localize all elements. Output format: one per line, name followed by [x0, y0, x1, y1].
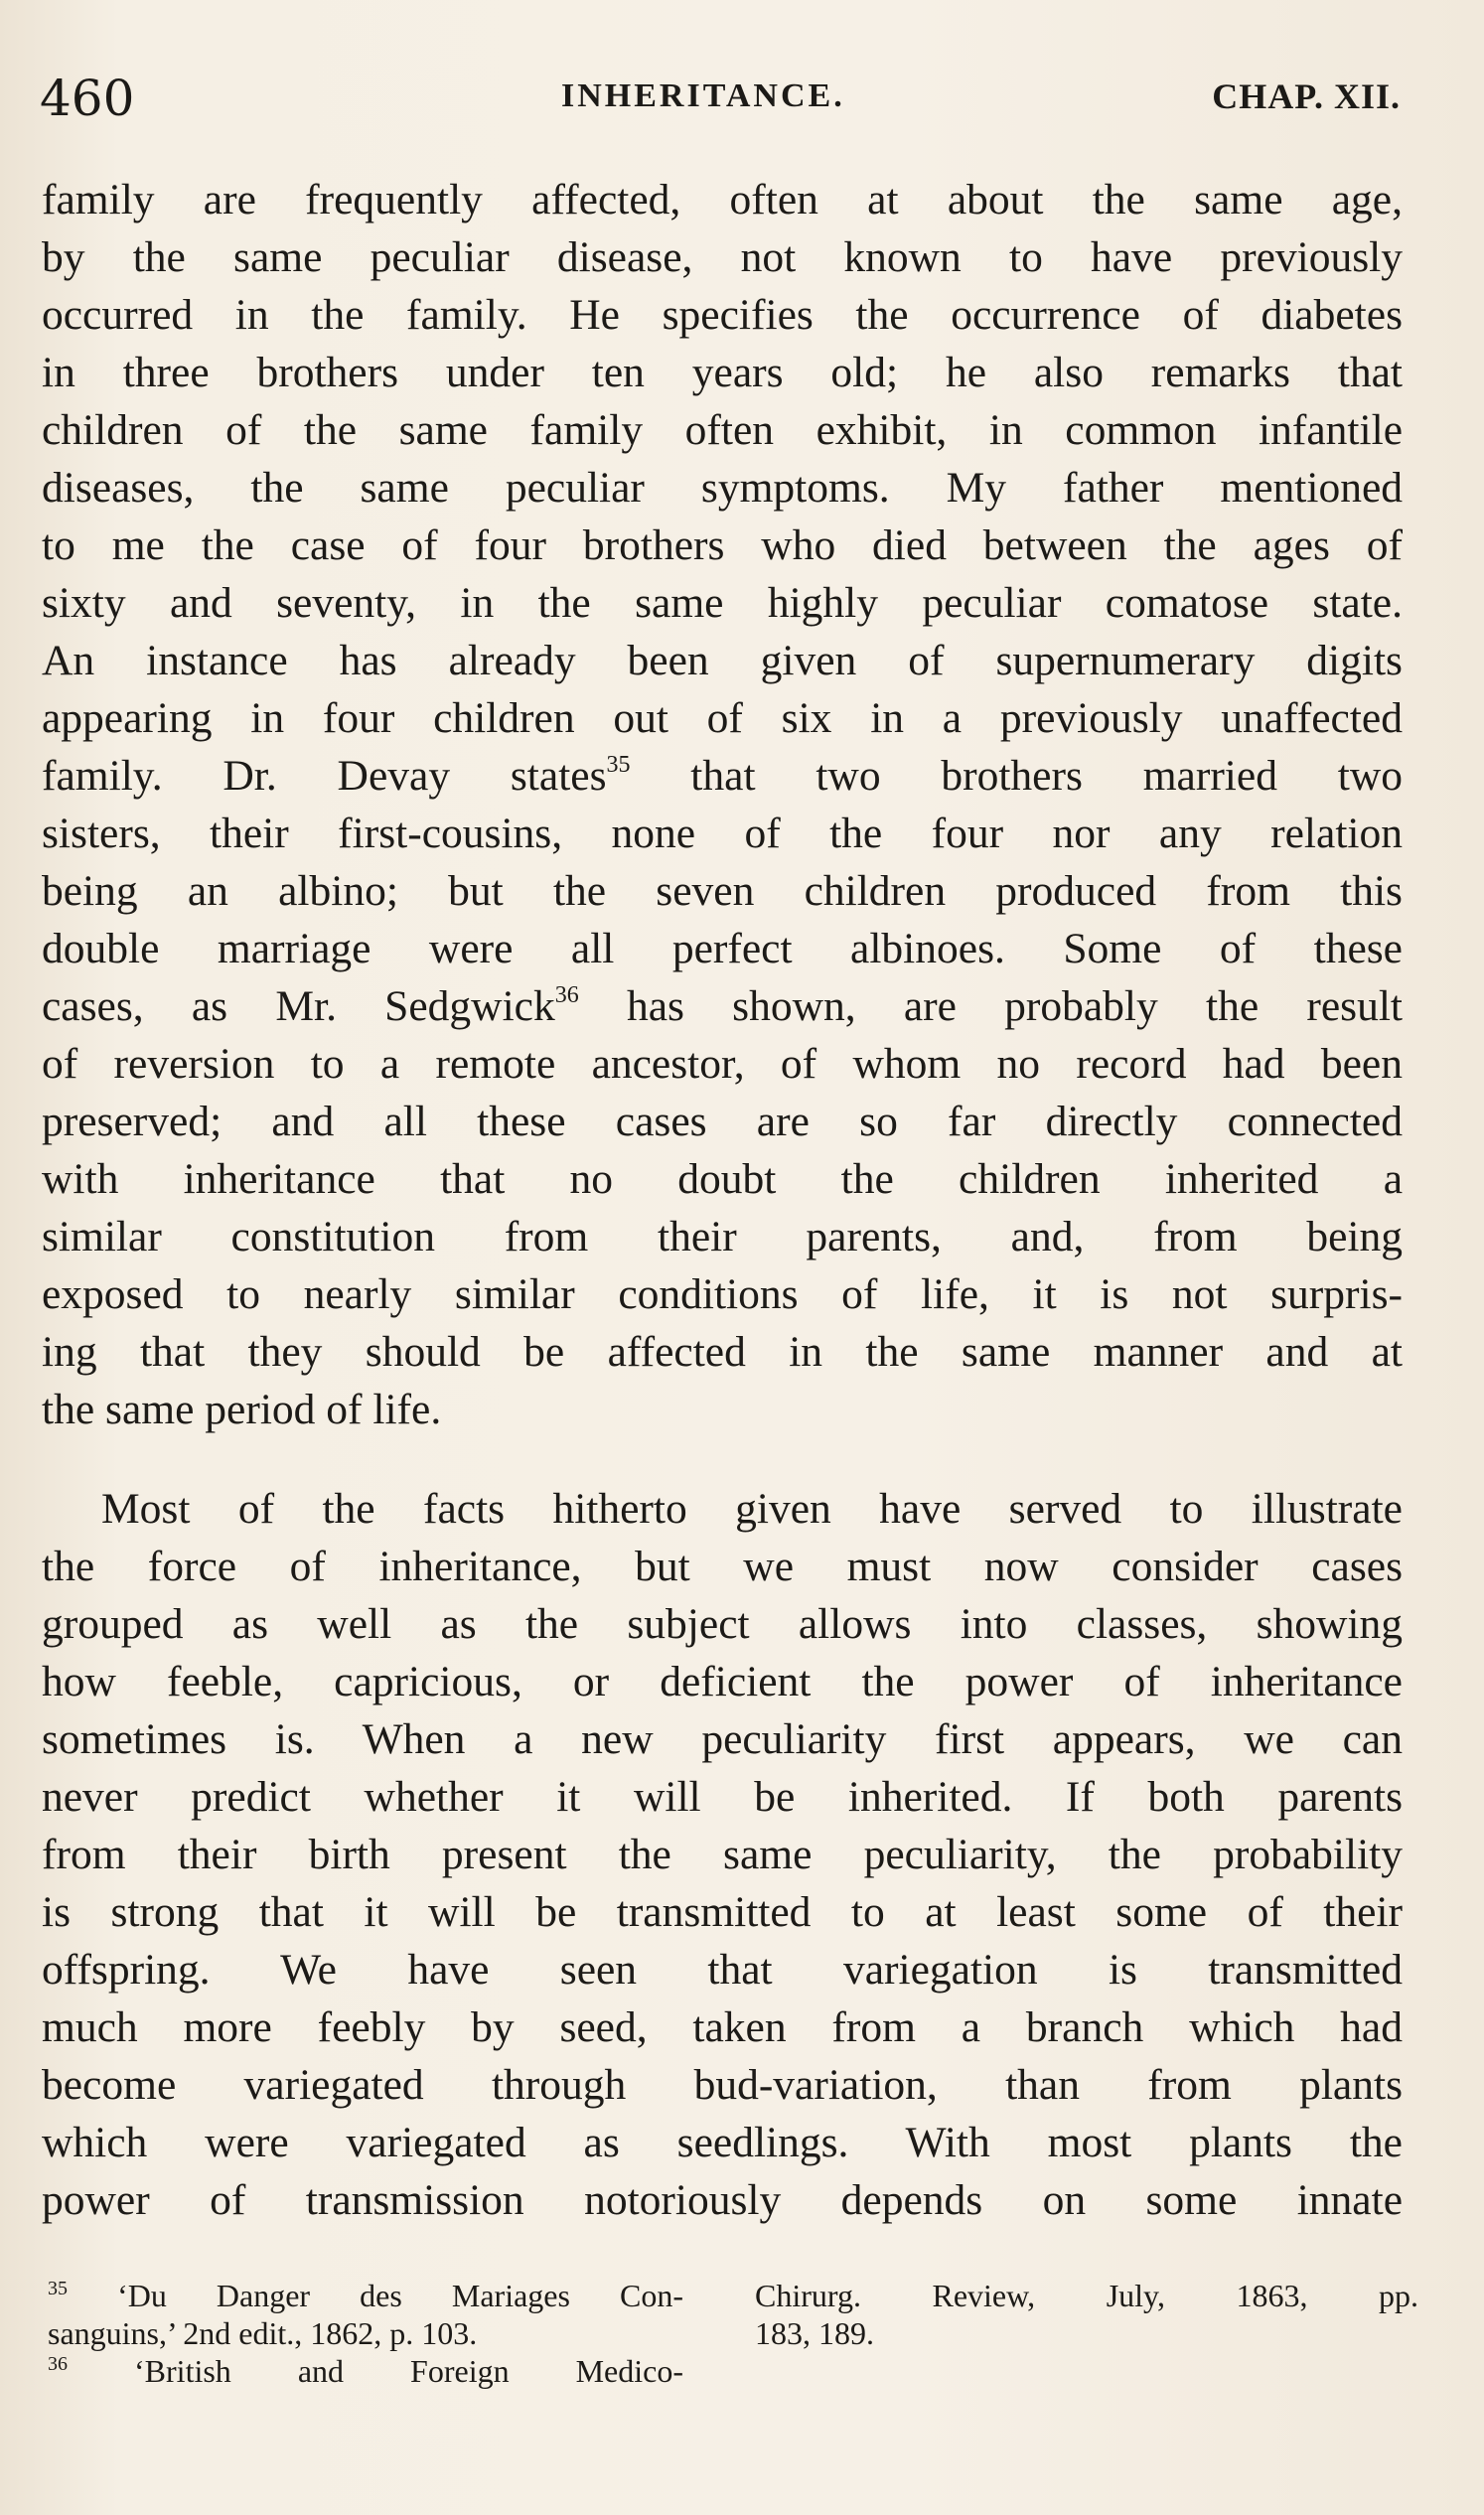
footnote-ref-35: 35: [606, 752, 631, 778]
text-line: Most of the facts hitherto given have served to illustrate: [101, 1485, 1403, 1533]
footnote-line: Chirurg. Review, July, 1863, pp.: [755, 2278, 1418, 2313]
footnote-text: sanguins,’ 2nd edit., 1862, p. 103.: [48, 2315, 478, 2351]
text-line: family are frequently affected, often at about the same age,: [42, 176, 1403, 223]
text-fragment: family. Dr. Devay states: [42, 752, 607, 800]
text-line: preserved; and all these cases are so far directly connected: [42, 1098, 1403, 1145]
text-line: the force of inheritance, but we must now consider cases: [42, 1543, 1403, 1590]
page-header: [40, 70, 1410, 139]
text-fragment: cases, as Mr. Sedgwick: [42, 982, 555, 1030]
text-line: never predict whether it will be inherited. If both parents: [42, 1773, 1403, 1821]
running-title: INHERITANCE.: [561, 77, 845, 114]
text-line: by the same peculiar disease, not known to have previously: [42, 233, 1403, 281]
footnote-number: 35: [48, 2278, 68, 2299]
body-text: [42, 171, 1403, 2229]
text-fragment: that two brothers married two: [630, 752, 1403, 800]
text-line: offspring. We have seen that variegation is transmitted: [42, 1946, 1403, 1994]
text-line: An instance has already been given of supernumerary digits: [42, 637, 1403, 684]
paragraph-gap: [42, 1438, 1403, 1480]
text-line: [42, 977, 1403, 1035]
text-line: the same period of life.: [42, 1386, 442, 1433]
paragraph-2: [42, 1480, 1403, 2229]
text-line: from their birth present the same peculiarity, the probability: [42, 1831, 1403, 1878]
footnote-ref-36: 36: [554, 982, 579, 1008]
text-line: how feeble, capricious, or deficient the power of inheritance: [42, 1658, 1403, 1705]
chapter-label: CHAP. XII.: [1212, 76, 1401, 116]
text-line: children of the same family often exhibit, in common infantile: [42, 406, 1403, 454]
text-line: similar constitution from their parents, and, from being: [42, 1213, 1403, 1260]
footnote-line: 183, 189.: [755, 2315, 874, 2351]
paragraph-1: [42, 171, 1403, 1438]
text-line: being an albino; but the seven children produced from this: [42, 867, 1403, 915]
text-line: of reversion to a remote ancestor, of whom no record had been: [42, 1040, 1403, 1088]
text-line: in three brothers under ten years old; he also remarks that: [42, 349, 1403, 396]
text-line: diseases, the same peculiar symptoms. My father mentioned: [42, 464, 1403, 512]
text-line: [42, 747, 1403, 805]
footnote-line: [48, 2352, 683, 2390]
text-line: with inheritance that no doubt the children inherited a: [42, 1155, 1403, 1203]
text-line: appearing in four children out of six in a previously unaffected: [42, 694, 1403, 742]
text-line: ing that they should be affected in the same manner and at: [42, 1328, 1403, 1376]
footnote-line: [48, 2314, 683, 2352]
page-number: 460: [40, 70, 135, 127]
text-line: much more feebly by seed, taken from a branch which had: [42, 2003, 1403, 2051]
text-line: grouped as well as the subject allows into classes, showing: [42, 1600, 1403, 1648]
text-line: is strong that it will be transmitted to at least some of their: [42, 1888, 1403, 1936]
text-fragment: has shown, are probably the result: [578, 982, 1403, 1030]
text-line: sixty and seventy, in the same highly peculiar comatose state.: [42, 579, 1403, 627]
footnote-number: 36: [48, 2353, 68, 2375]
text-line: exposed to nearly similar conditions of life, it is not surpris-: [42, 1270, 1403, 1318]
text-line: power of transmission notoriously depends on some innate: [42, 2176, 1403, 2224]
footnotes-left-column: [48, 2277, 683, 2390]
footnote-text: ‘British and Foreign Medico-: [134, 2353, 683, 2389]
text-line: which were variegated as seedlings. With most plants the: [42, 2119, 1403, 2166]
text-line: to me the case of four brothers who died between the ages of: [42, 521, 1403, 569]
text-line: become variegated through bud-variation, than from plants: [42, 2061, 1403, 2109]
text-line: sisters, their first-cousins, none of the four nor any relation: [42, 810, 1403, 857]
footnote-text: ‘Du Danger des Mariages Con-: [117, 2278, 684, 2313]
text-line: sometimes is. When a new peculiarity first appears, we can: [42, 1715, 1403, 1763]
text-line: occurred in the family. He specifies the occurrence of diabetes: [42, 291, 1403, 339]
footnotes-right-column: [755, 2277, 1418, 2352]
footnote-line: [48, 2277, 683, 2314]
text-line: double marriage were all perfect albinoes. Some of these: [42, 925, 1403, 972]
